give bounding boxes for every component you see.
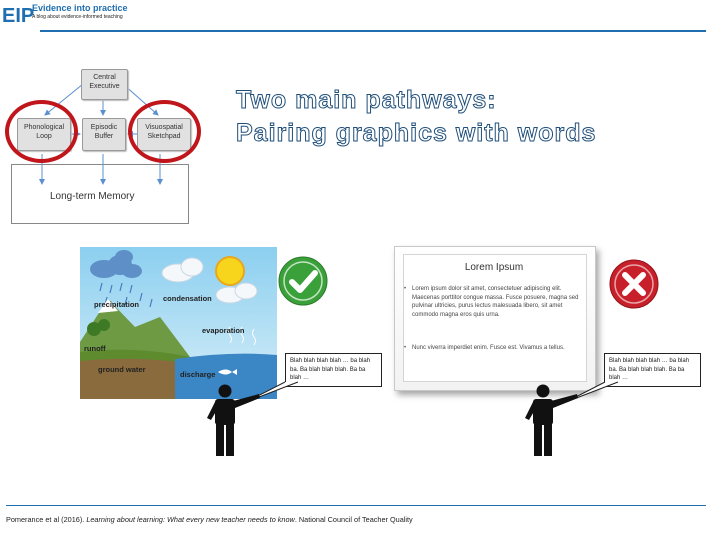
site-title[interactable]: Evidence into practice (32, 3, 128, 13)
footer-divider (6, 505, 706, 506)
lorem-bullet-2-text: Nunc viverra imperdiet enim. Fusce est. Vivamus a tellus. (412, 345, 565, 351)
episodic-buffer-line-2: Buffer (94, 133, 114, 140)
phonological-loop-line-2: Loop (36, 133, 52, 140)
citation-title: Learning about learning: What every new teacher needs to know (86, 515, 295, 524)
citation-suffix: . National Council of Teacher Quality (294, 515, 413, 524)
citation (6, 515, 413, 524)
episodic-buffer-line-1: Episodic (90, 124, 118, 131)
lorem-bullet-2: • Nunc viverra imperdiet enim. Fusce est. Vivamus a tellus. (404, 345, 565, 351)
label-ground-water: ground water (98, 365, 146, 374)
speech-bubble-left: Blah blah blah blah … ba blah ba. Ba blah blah blah. Ba ba blah … (285, 353, 382, 387)
label-runoff: runoff (84, 344, 106, 353)
water-cycle-illustration (80, 247, 277, 399)
slide-title-line-2: Pairing graphics with words (236, 119, 597, 147)
phonological-highlight-circle (5, 100, 78, 163)
visuospatial-sketchpad-line-1: Visuospatial (145, 124, 183, 131)
check-icon (278, 256, 328, 306)
person-pointing-icon-left (205, 384, 261, 458)
slide-title-line-1: Two main pathways: (236, 86, 497, 114)
header-divider (40, 30, 706, 32)
central-executive-box (81, 69, 128, 100)
label-discharge: discharge (180, 370, 216, 379)
logo-text: EIP (2, 5, 35, 27)
slide-title (236, 84, 596, 150)
speech-bubble-right: Blah blah blah blah … ba blah ba. Ba blah blah blah. Ba ba blah … (604, 353, 701, 387)
central-executive-line-1: Central (93, 74, 116, 81)
visuospatial-sketchpad-line-2: Sketchpad (147, 133, 181, 140)
phonological-loop-line-1: Phonological (23, 124, 65, 131)
cross-icon (609, 259, 659, 309)
label-evaporation: evaporation (202, 326, 245, 335)
lorem-bullet-1-text: Lorem ipsum dolor sit amet, consectetuer adipiscing elit. Maecenas porttitor congue massa. Fusce posuere, magna sed pulvinar ultricies, purus lectus malesuada libero, sit amet commodo magna eros quis urna. (412, 286, 579, 318)
site-tagline: A blog about evidence-informed teaching (32, 14, 123, 20)
citation-prefix: Pomerance et al (2016). (6, 515, 87, 524)
central-executive-line-2: Executive (89, 83, 120, 90)
label-precipitation: precipitation (94, 300, 140, 309)
lorem-slide-title: Lorem Ipsum (464, 262, 524, 273)
visuospatial-highlight-circle (128, 100, 201, 163)
eip-logo-icon (2, 2, 35, 27)
long-term-memory-label: Long-term Memory (50, 191, 135, 202)
episodic-buffer-box (82, 118, 126, 151)
lorem-bullet-1: • Lorem ipsum dolor sit amet, consectetuer adipiscing elit. Maecenas porttitor congue massa. Fusce posuere, magna sed pulvinar ultricies, purus lectus malesuada libero, sit amet commodo magna eros quis urna. (404, 286, 579, 318)
sun-icon (216, 257, 244, 285)
person-pointing-icon-right (523, 384, 579, 458)
label-condensation: condensation (163, 294, 212, 303)
